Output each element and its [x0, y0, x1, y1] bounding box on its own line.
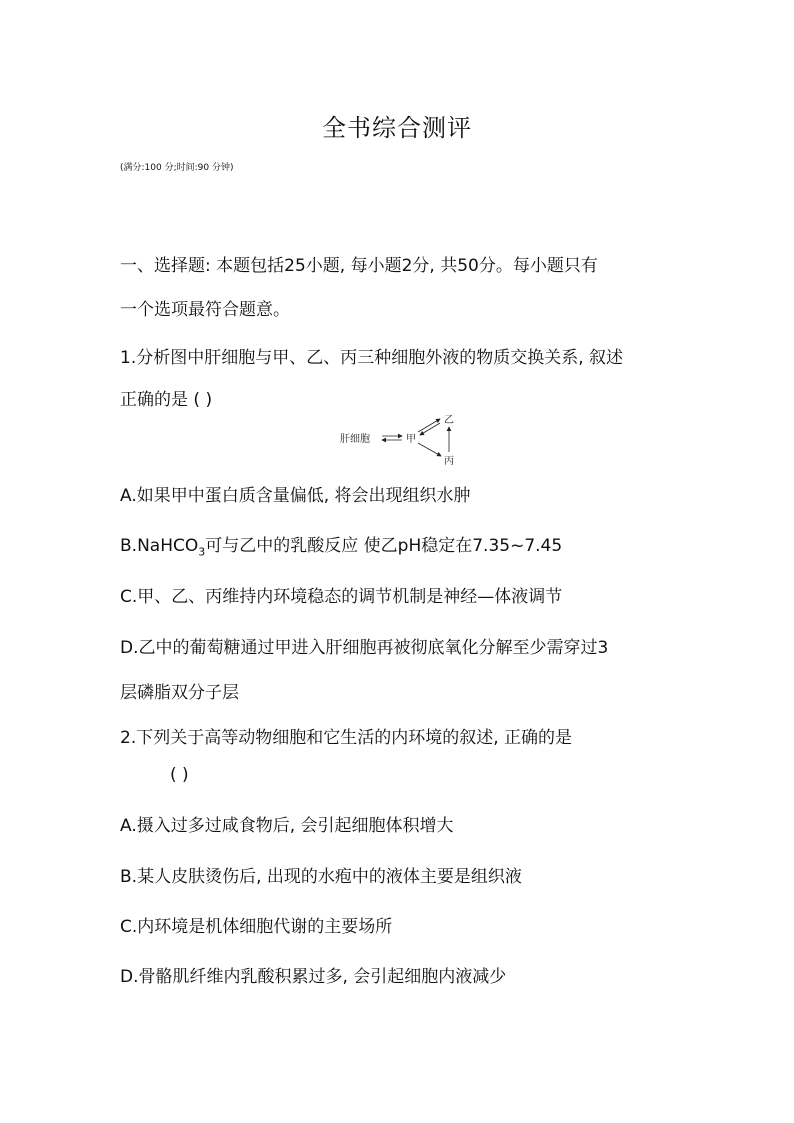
question-2-option-c: C.内环境是机体细胞代谢的主要场所: [120, 917, 393, 937]
label-liver-cell: 肝细胞: [340, 434, 370, 445]
question-2-option-d: D.骨骼肌纤维内乳酸积累过多, 会引起细胞内液减少: [120, 967, 507, 987]
arrow-jia-to-bing: [418, 443, 441, 456]
question-2-option-b: B.某人皮肤烫伤后, 出现的水疱中的液体主要是组织液: [120, 867, 522, 887]
question-1-stem-line1: 1.分析图中肝细胞与甲、乙、丙三种细胞外液的物质交换关系, 叙述: [120, 348, 624, 368]
exchange-diagram: [340, 412, 468, 470]
exam-meta: (满分:100 分;时间:90 分钟): [120, 163, 234, 173]
section-heading-line1: 一、选择题: 本题包括25小题, 每小题2分, 共50分。每小题只有: [120, 256, 598, 276]
question-1-option-a: A.如果甲中蛋白质含量偏低, 将会出现组织水肿: [120, 486, 471, 506]
page-title: 全书综合测评: [322, 114, 472, 142]
question-1-option-d-line2: 层磷脂双分子层: [120, 683, 239, 703]
question-1-option-b: B.NaHCO$_3$可与乙中的乳酸反应 使乙pH稳定在7.35~7.45: [120, 536, 563, 559]
label-jia: 甲: [406, 434, 416, 445]
question-1-option-d-line1: D.乙中的葡萄糖通过甲进入肝细胞再被彻底氧化分解至少需穿过3: [120, 638, 609, 658]
question-1-stem-line2: 正确的是 ( ): [120, 390, 213, 410]
question-2-option-a: A.摄入过多过咸食物后, 会引起细胞体积增大: [120, 816, 454, 836]
label-yi: 乙: [444, 415, 454, 426]
section-heading-line2: 一个选项最符合题意。: [120, 300, 290, 320]
question-2-stem-line2: ( ): [170, 765, 189, 785]
question-1-option-c: C.甲、乙、丙维持内环境稳态的调节机制是神经—体液调节: [120, 587, 563, 607]
label-bing: 丙: [444, 456, 454, 467]
question-2-stem-line1: 2.下列关于高等动物细胞和它生活的内环境的叙述, 正确的是: [120, 728, 573, 748]
